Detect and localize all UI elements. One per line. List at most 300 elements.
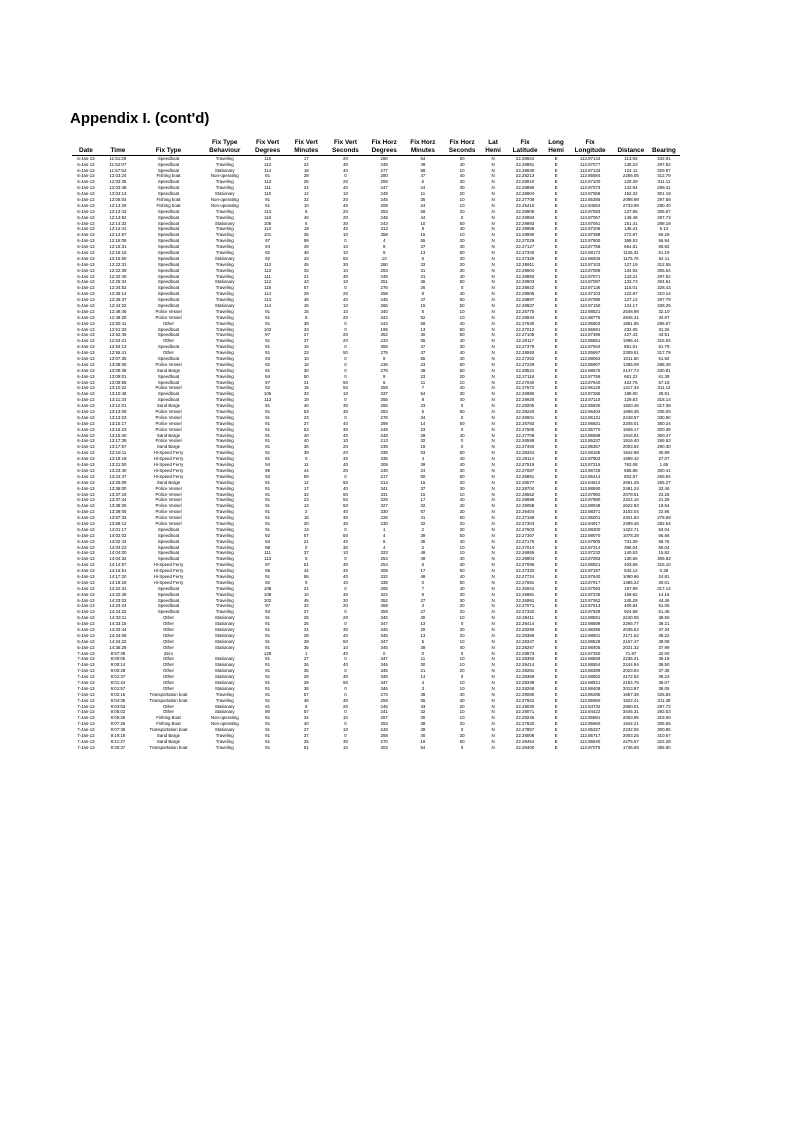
cell-lat-hemi: N [491,691,495,697]
cell-date: 6-Jan-13 [77,467,95,473]
cell-time: 14:34:08 [109,632,127,638]
cell-behaviour: Traveling [215,473,234,479]
cell-horz-minutes: 23 [420,426,426,432]
cell-longitude: 113.87087 [579,279,601,285]
cell-horz-seconds: 40 [459,244,465,250]
cell-horz-degrees: 352 [380,597,388,603]
cell-time: 13:37:19 [109,491,127,497]
cell-horz-seconds: 30 [459,733,465,739]
cell-vert-degrees: 113 [264,297,272,303]
cell-vert-minutes: 39 [303,320,309,326]
cell-horz-degrees: 303 [380,744,388,750]
cell-fix-type: Hi-Speed Ferry [153,473,184,479]
cell-latitude: 22.28937 [515,303,535,308]
cell-time: 14:34:22 [109,638,127,644]
cell-vert-seconds: 20 [343,214,348,220]
cell-longitude: 113.85337 [579,438,601,444]
cell-vert-seconds: 40 [343,632,348,638]
cell-horz-seconds: 10 [459,656,465,662]
cell-longitude: 113.85327 [579,727,601,733]
cell-vert-seconds: 20 [343,467,348,473]
cell-lat-hemi: N [491,261,495,267]
cell-date: 6-Jan-13 [77,297,95,303]
cell-horz-minutes: 55 [420,697,426,703]
cell-date: 6-Jan-13 [77,161,95,167]
cell-vert-seconds: 20 [343,179,348,185]
cell-vert-minutes: 31 [303,379,309,385]
cell-vert-seconds: 20 [343,615,348,621]
cell-horz-minutes: 15 [420,232,426,238]
cell-fix-type: Sand Barge [156,432,181,438]
cell-distance: 124.17 [624,303,638,308]
cell-time: 11:51:29 [109,155,127,161]
cell-horz-degrees: 245 [380,273,388,279]
cell-horz-degrees: 217 [380,473,388,479]
cell-latitude: 22.28904 [515,191,535,197]
cell-horz-minutes: 20 [420,626,426,632]
cell-horz-seconds: 30 [459,485,465,491]
cell-horz-seconds: 30 [459,509,465,515]
cell-latitude: 22.28347 [515,638,535,644]
cell-horz-seconds: 50 [459,249,465,255]
cell-bearing: 317.79 [657,350,671,356]
cell-vert-degrees: 112 [264,226,272,232]
cell-longitude: 113.88559 [579,656,601,662]
cell-vert-degrees: 91 [265,367,271,373]
cell-fix-type: Speedboat [157,609,180,615]
cell-latitude: 22.28411 [516,615,535,621]
cell-lat-hemi: N [491,161,495,167]
cell-longitude: 113.88070 [579,532,601,538]
cell-distance: 1951.85 [622,320,639,326]
cell-long-hemi: E [554,609,558,615]
cell-date: 6-Jan-13 [77,361,95,367]
cell-long-hemi: E [554,491,558,497]
cell-longitude: 113.85950 [579,697,601,703]
cell-behaviour: Traveling [215,244,234,250]
cell-lat-hemi: N [491,297,495,303]
cell-vert-minutes: 27 [303,727,309,733]
cell-date: 6-Jan-13 [77,350,95,356]
cell-latitude: 22.28114 [516,456,535,462]
cell-time: 11:52:07 [109,161,127,167]
cell-distance: 2845.31 [622,314,639,320]
cell-latitude: 22.27303 [515,520,535,526]
cell-date: 6-Jan-13 [77,609,95,615]
cell-horz-degrees: 4 [382,532,386,538]
cell-lat-hemi: N [491,249,495,255]
cell-behaviour: Non-operating [210,721,239,727]
cell-horz-minutes: 36 [420,279,426,285]
cell-time: 13:25:09 [109,479,127,485]
cell-horz-degrees: 273 [380,691,388,697]
cell-horz-minutes: 58 [420,320,426,326]
cell-long-hemi: E [554,338,558,344]
cell-vert-minutes: 25 [303,621,309,627]
cell-vert-seconds: 30 [343,220,348,226]
cell-lat-hemi: N [491,685,495,691]
cell-horz-degrees: 195 [380,326,388,332]
cell-horz-seconds: 40 [459,226,465,232]
cell-long-hemi: E [554,532,558,538]
cell-horz-minutes: 6 [421,308,425,314]
cell-latitude: 22.27332 [515,568,535,574]
cell-bearing: 301.19 [657,191,671,197]
cell-long-hemi: E [554,579,558,585]
cell-lat-hemi: N [491,196,495,202]
cell-horz-degrees: 265 [380,585,388,591]
cell-time: 14:01:17 [109,526,127,532]
cell-distance: 2256.05 [622,173,639,179]
cell-vert-degrees: 91 [265,444,271,450]
cell-vert-minutes: 35 [303,644,309,650]
cell-vert-seconds: 0 [344,585,347,591]
cell-time: 14:23:02 [109,597,127,603]
cell-fix-type: Other [163,638,174,644]
cell-long-hemi: E [554,632,558,638]
cell-latitude: 22.28893 [515,214,535,220]
cell-vert-minutes: 45 [303,261,309,267]
cell-horz-minutes: 23 [420,403,426,409]
cell-horz-minutes: 39 [420,644,426,650]
cell-vert-minutes: 10 [303,356,309,362]
cell-vert-seconds: 20 [343,450,348,456]
cell-horz-seconds: 30 [459,562,465,568]
fix-data-table [72,136,680,750]
cell-longitude: 113.86728 [579,467,601,473]
cell-lat-hemi: N [491,509,495,515]
cell-date: 6-Jan-13 [77,285,95,291]
cell-lat-hemi: N [491,438,495,444]
cell-horz-seconds: 20 [459,238,465,244]
cell-vert-minutes: 12 [303,191,309,197]
cell-latitude: 22.27708 [515,432,535,438]
cell-long-hemi: E [554,462,558,468]
cell-date: 6-Jan-13 [77,638,95,644]
cell-long-hemi: E [554,267,558,273]
cell-horz-degrees: 308 [380,568,388,574]
cell-bearing: 319.50 [657,715,671,721]
cell-bearing: 297.73 [657,214,671,220]
cell-longitude: 113.87917 [579,579,601,585]
cell-horz-degrees: 6 [382,538,386,544]
cell-vert-seconds: 10 [343,303,348,308]
cell-distance: 245.29 [624,597,638,603]
cell-vert-seconds: 0 [344,656,347,662]
cell-lat-hemi: N [491,485,495,491]
cell-long-hemi: E [554,626,558,632]
cell-longitude: 113.85851 [579,338,601,344]
cell-time: 9:19:18 [110,733,126,739]
cell-horz-seconds: 40 [459,691,465,697]
cell-time: 12:53:21 [109,338,127,344]
cell-time: 13:15:23 [109,426,127,432]
cell-time: 12:25:34 [109,279,127,285]
cell-fix-type: Speedboat [157,220,180,226]
cell-date: 6-Jan-13 [77,273,95,279]
cell-lat-hemi: N [491,503,495,509]
cell-date: 7-Jan-13 [77,715,95,721]
cell-latitude: 22.28593 [515,350,535,356]
cell-horz-seconds: 40 [459,556,465,562]
cell-distance: 422.78 [624,379,638,385]
cell-fix-type: Speedboat [157,391,180,397]
cell-long-hemi: E [554,397,558,403]
cell-bearing: 27.07 [658,456,670,462]
cell-time: 12:16:50 [109,255,127,261]
cell-bearing: 51.05 [658,603,670,609]
cell-vert-degrees: 91 [265,721,271,727]
cell-vert-degrees: 91 [265,662,271,668]
cell-horz-seconds: 30 [459,597,465,603]
cell-vert-degrees: 108 [263,585,272,591]
cell-long-hemi: E [554,161,558,167]
cell-behaviour: Traveling [215,562,234,568]
cell-horz-degrees: 270 [380,738,388,744]
cell-vert-seconds: 20 [343,291,348,297]
cell-vert-minutes: 25 [303,615,309,621]
cell-bearing: 305.97 [657,208,671,214]
cell-horz-seconds: 10 [459,715,465,721]
cell-long-hemi: E [554,202,558,208]
cell-vert-degrees: 91 [265,409,271,415]
cell-behaviour: Traveling [215,491,234,497]
cell-horz-seconds: 10 [459,544,465,550]
cell-horz-degrees: 9 [382,373,386,379]
cell-fix-type: Fishing boat [156,173,181,179]
cell-horz-minutes: 17 [420,568,426,574]
cell-lat-hemi: N [491,467,495,473]
header-time: Time [100,136,136,155]
cell-horz-minutes: 9 [421,591,425,597]
cell-latitude: 22.28414 [515,621,535,627]
cell-time: 14:15:51 [109,568,127,574]
cell-long-hemi: E [554,344,558,350]
cell-vert-minutes: 13 [303,526,309,532]
cell-longitude: 113.87103 [579,261,601,267]
cell-long-hemi: E [554,650,558,656]
cell-vert-seconds: 0 [344,285,347,291]
cell-lat-hemi: N [491,191,495,197]
cell-horz-seconds: 50 [459,367,465,373]
cell-horz-degrees: 233 [380,338,388,344]
table-body [72,155,680,750]
cell-vert-seconds: 30 [343,591,348,597]
cell-behaviour: Traveling [215,261,234,267]
cell-longitude: 113.87071 [579,273,601,279]
cell-behaviour: Traveling [215,361,234,367]
cell-lat-hemi: N [491,497,495,503]
cell-date: 6-Jan-13 [77,202,95,208]
cell-horz-minutes: 14 [420,420,426,426]
cell-long-hemi: E [554,444,558,450]
cell-time: 14:33:44 [109,626,127,632]
cell-horz-degrees: 230 [380,520,388,526]
cell-long-hemi: E [554,479,558,485]
cell-lat-hemi: N [491,314,495,320]
cell-horz-seconds: 20 [459,632,465,638]
cell-longitude: 113.88165 [579,450,601,456]
cell-time: 9:01:57 [110,685,126,691]
cell-longitude: 113.87215 [579,462,601,468]
cell-behaviour: Traveling [215,397,234,403]
cell-vert-seconds: 40 [343,185,348,191]
cell-long-hemi: E [554,680,558,685]
cell-distance: 2401.83 [622,515,639,521]
cell-longitude: 113.87144 [579,155,601,161]
cell-date: 6-Jan-13 [77,603,95,609]
cell-horz-minutes: 16 [420,738,426,744]
cell-vert-degrees: 91 [265,526,271,532]
cell-date: 6-Jan-13 [77,367,95,373]
cell-fix-type: Other [163,626,174,632]
cell-latitude: 22.28290 [515,626,535,632]
cell-vert-degrees: 128 [263,650,272,656]
cell-behaviour: Traveling [215,179,234,185]
cell-longitude: 113.85660 [579,721,601,727]
cell-bearing: 30.89 [658,450,670,456]
cell-fix-type: Zero [163,650,174,656]
cell-long-hemi: E [554,509,558,515]
cell-bearing: 330.81 [657,367,671,373]
cell-vert-seconds: 20 [343,314,348,320]
cell-long-hemi: E [554,450,558,456]
cell-time: 14:17:20 [109,573,127,579]
cell-fix-type: Other [163,703,174,709]
cell-horz-seconds: 0 [460,285,464,291]
cell-longitude: 113.87250 [579,650,601,656]
header-latitude: Fix Latitude [504,136,545,155]
cell-long-hemi: E [554,503,558,509]
cell-vert-seconds: 10 [343,391,348,397]
cell-long-hemi: E [554,255,558,261]
cell-horz-seconds: 40 [459,456,465,462]
cell-horz-minutes: 37 [420,244,426,250]
cell-behaviour: Traveling [215,444,234,450]
cell-behaviour: Traveling [215,479,234,485]
cell-vert-seconds: 50 [343,497,348,503]
cell-behaviour: Traveling [215,585,234,591]
cell-latitude: 22.28958 [515,226,535,232]
cell-vert-seconds: 0 [344,691,347,697]
cell-long-hemi: E [554,703,558,709]
cell-latitude: 22.28268 [515,685,535,691]
cell-behaviour: Stationary [214,680,235,685]
cell-vert-seconds: 50 [343,385,348,391]
cell-horz-minutes: 11 [420,379,426,385]
cell-bearing: 297.82 [657,161,671,167]
cell-lat-hemi: N [491,656,495,662]
cell-lat-hemi: N [491,744,495,750]
cell-vert-degrees: 91 [265,703,271,709]
cell-latitude: 22.27175 [515,538,535,544]
cell-latitude: 22.29058 [515,503,535,509]
cell-behaviour: Traveling [215,155,234,161]
cell-longitude: 113.88502 [579,674,601,680]
cell-horz-seconds: 50 [459,155,465,161]
cell-horz-degrees: 345 [380,644,388,650]
cell-date: 7-Jan-13 [77,650,95,656]
cell-longitude: 113.87540 [579,379,601,385]
cell-horz-seconds: 40 [459,497,465,503]
cell-horz-degrees: 346 [380,632,388,638]
cell-horz-minutes: 23 [420,361,426,367]
cell-lat-hemi: N [491,397,495,403]
cell-latitude: 22.28601 [515,414,535,420]
cell-longitude: 113.85930 [579,403,601,409]
cell-vert-minutes: 10 [303,202,309,208]
cell-behaviour: Non-operating [210,202,239,208]
cell-long-hemi: E [554,603,558,609]
cell-behaviour: Traveling [215,208,234,214]
cell-horz-minutes: 7 [421,585,425,591]
cell-lat-hemi: N [491,680,495,685]
cell-horz-degrees: 359 [380,344,388,350]
cell-vert-seconds: 30 [343,520,348,526]
cell-horz-minutes: 28 [420,432,426,438]
cell-vert-minutes: 21 [303,538,309,544]
cell-bearing: 311.12 [657,385,671,391]
cell-behaviour: Traveling [215,597,234,603]
cell-vert-minutes: 24 [303,185,309,191]
cell-vert-seconds: 30 [343,738,348,744]
cell-horz-minutes: 10 [420,220,426,226]
cell-latitude: 22.28934 [515,314,535,320]
cell-lat-hemi: N [491,391,495,397]
cell-fix-type: Police Vessel [155,485,182,491]
cell-latitude: 22.27168 [515,515,535,521]
cell-distance: 2205.01 [622,420,639,426]
cell-date: 7-Jan-13 [77,662,95,668]
cell-vert-seconds: 20 [343,703,348,709]
cell-fix-type: Speedboat [157,373,180,379]
cell-long-hemi: E [554,249,558,255]
cell-horz-seconds: 50 [459,515,465,521]
cell-bearing: 37.34 [658,626,670,632]
cell-horz-seconds: 30 [459,697,465,703]
header-longitude: Fix Longitude [566,136,613,155]
cell-latitude: 22.27095 [515,562,535,568]
cell-fix-type: Speedboat [157,526,180,532]
cell-lat-hemi: N [491,609,495,615]
cell-long-hemi: E [554,438,558,444]
cell-longitude: 113.85503 [579,320,601,326]
cell-time: 12:16:15 [109,249,127,255]
cell-horz-degrees: 347 [380,621,388,627]
cell-bearing: 39.07 [658,680,670,685]
cell-long-hemi: E [554,226,558,232]
cell-vert-minutes: 13 [303,503,309,509]
cell-latitude: 22.27229 [515,361,535,367]
cell-vert-seconds: 0 [344,356,347,362]
cell-horz-minutes: 41 [420,515,426,521]
cell-longitude: 113.87103 [579,291,601,297]
cell-horz-minutes: 8 [421,291,425,297]
cell-horz-minutes: 58 [420,208,426,214]
cell-vert-seconds: 10 [343,279,348,285]
cell-vert-degrees: 97 [265,238,271,244]
cell-behaviour: Stationary [214,638,235,644]
cell-vert-seconds: 40 [343,662,348,668]
cell-horz-degrees: 253 [380,208,388,214]
cell-vert-degrees: 108 [263,591,272,597]
cell-horz-degrees: 267 [380,715,388,721]
cell-horz-degrees: 283 [380,409,388,415]
cell-horz-degrees: 238 [380,444,388,450]
cell-vert-seconds: 0 [344,326,347,332]
cell-date: 6-Jan-13 [77,573,95,579]
cell-latitude: 22.28704 [515,485,535,491]
